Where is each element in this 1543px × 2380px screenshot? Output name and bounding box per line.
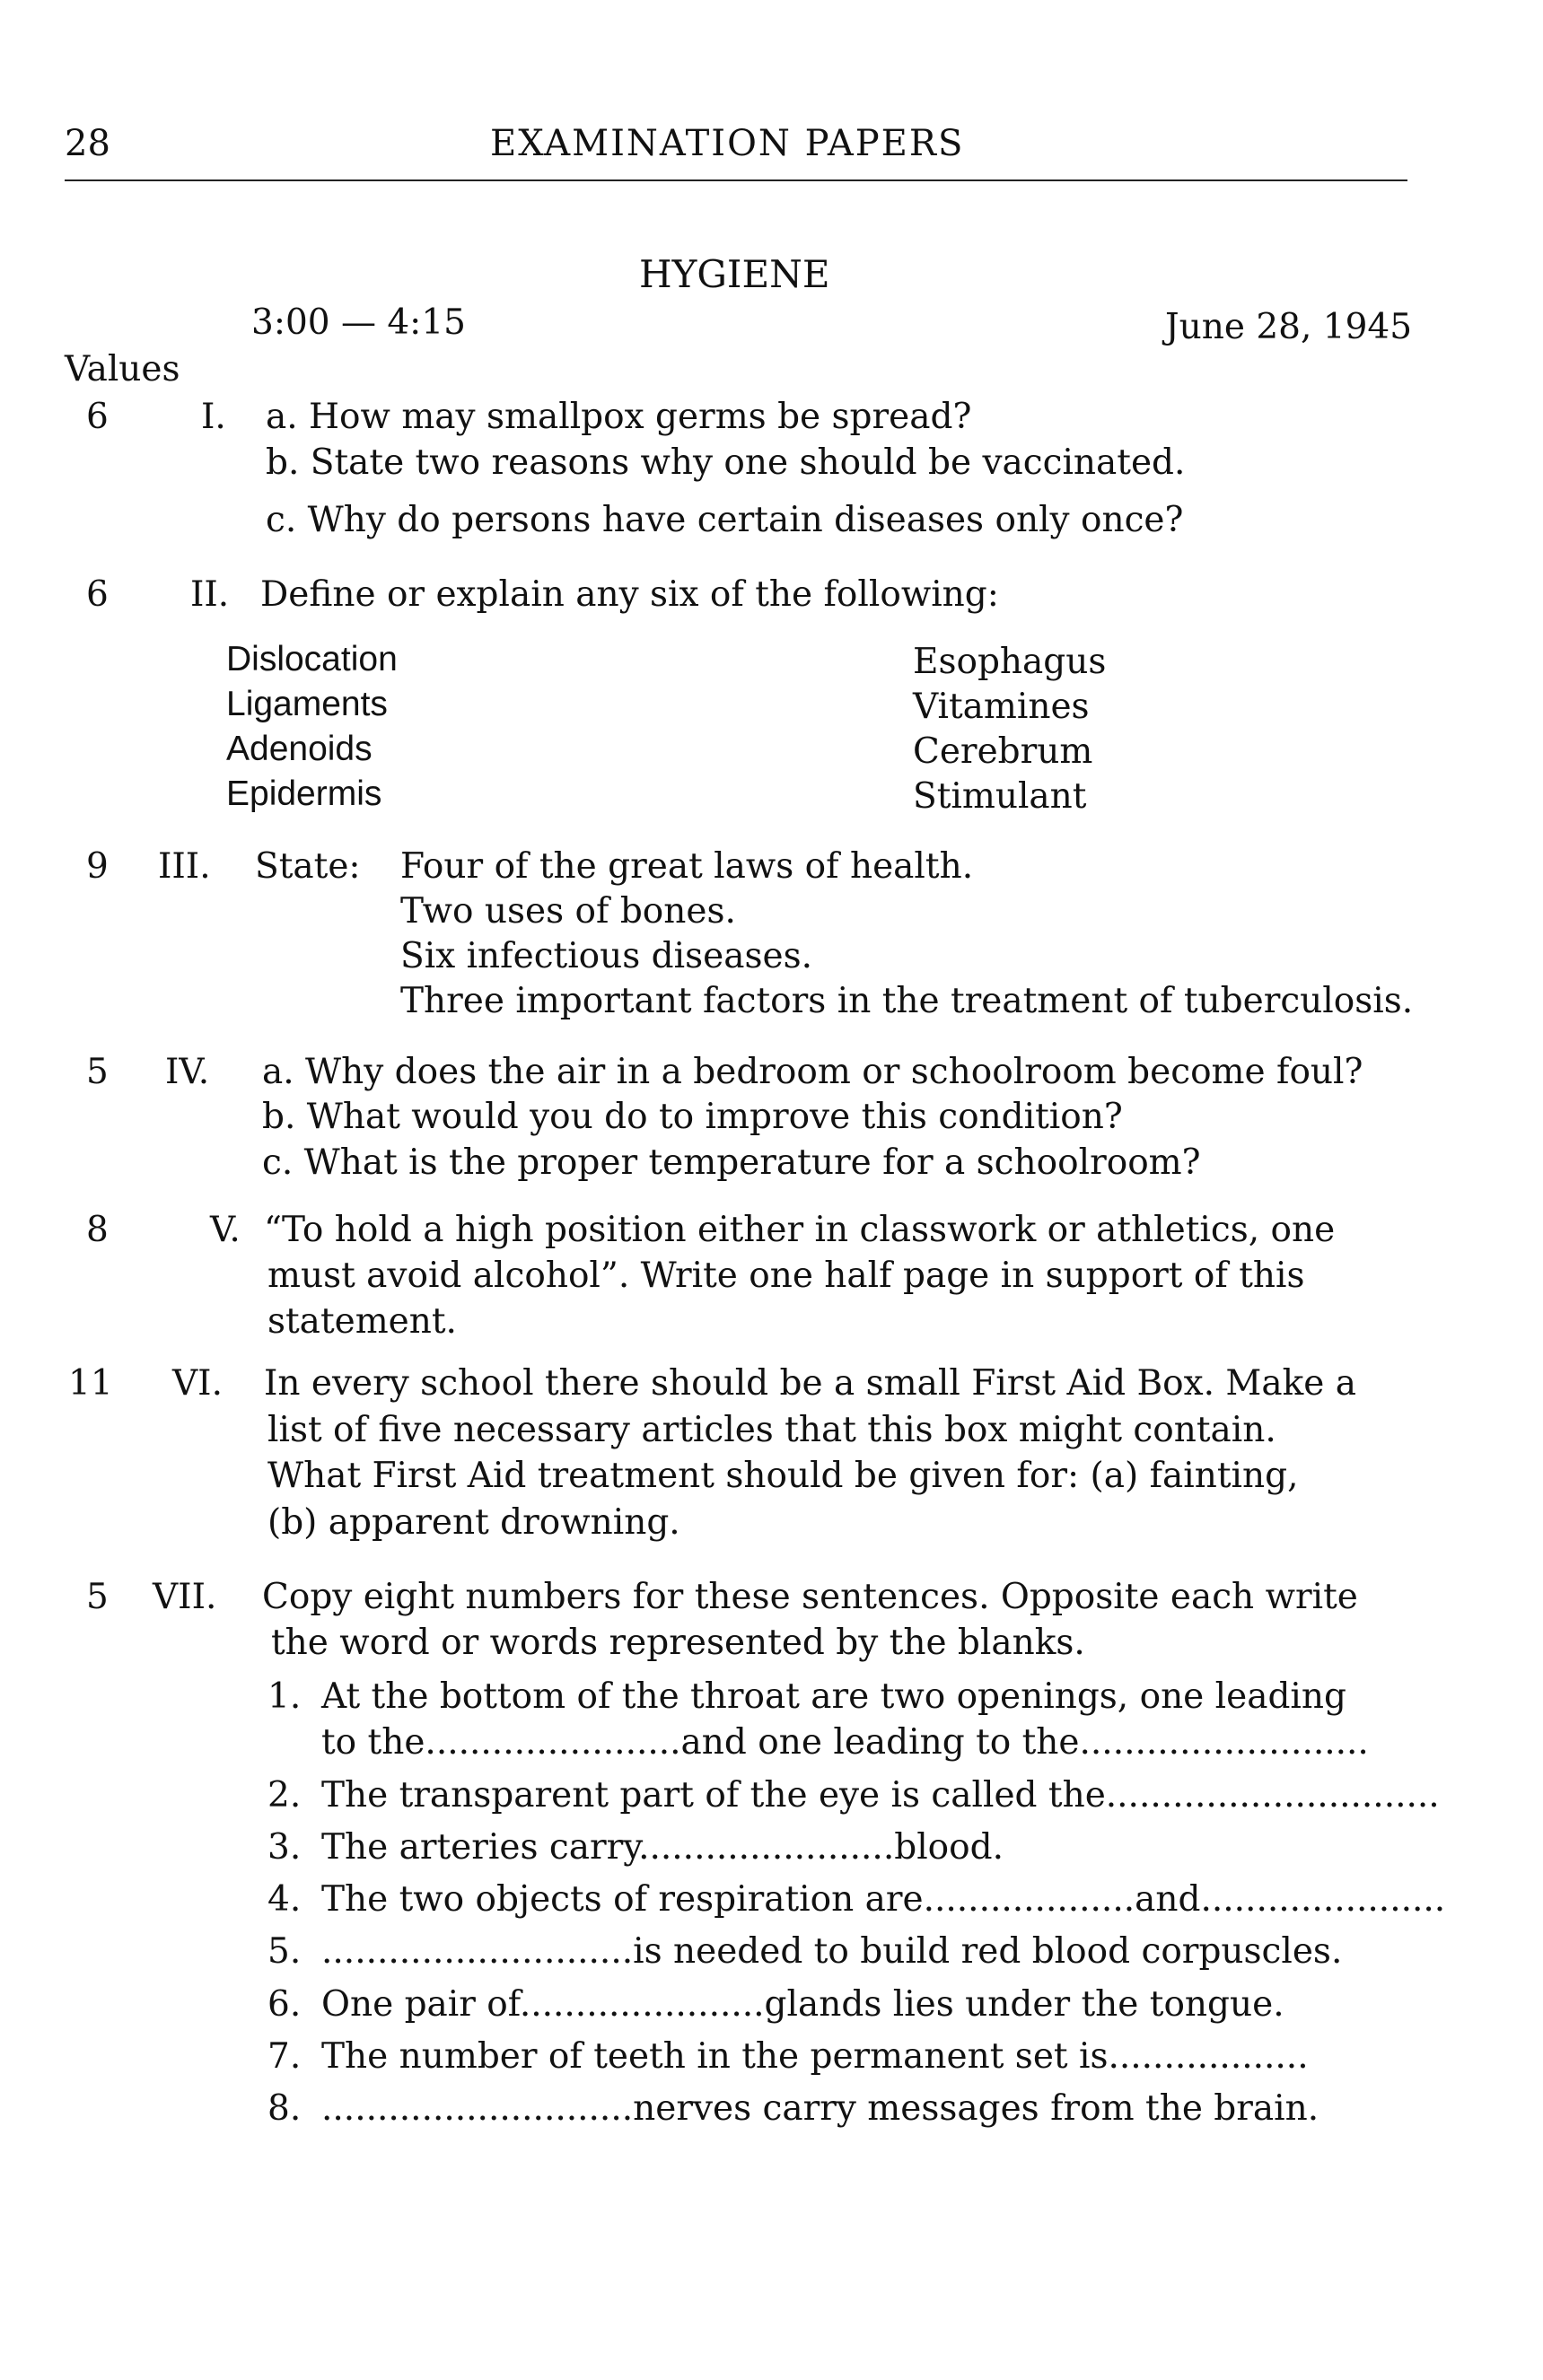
fill-blank-item: ............................nerves carry messages from the brain. bbox=[321, 2088, 1319, 2129]
item-number: 3. bbox=[267, 1827, 302, 1868]
question-part-a: a. How may smallpox germs be spread? bbox=[266, 397, 972, 437]
values-label: Values bbox=[65, 349, 180, 389]
term-list-item: Vitamines bbox=[913, 687, 1090, 727]
question-part-b: b. State two reasons why one should be vaccinated. bbox=[266, 442, 1186, 483]
question-part-c: c. What is the proper temperature for a schoolroom? bbox=[262, 1142, 1201, 1183]
question-line: In every school there should be a small First Aid Box. Make a bbox=[264, 1363, 1356, 1404]
question-line: must avoid alcohol”. Write one half page in support of this bbox=[267, 1256, 1305, 1296]
question-line: (b) apparent drowning. bbox=[267, 1502, 680, 1543]
item-number: 7. bbox=[267, 2036, 302, 2077]
list-item: Two uses of bones. bbox=[400, 891, 736, 932]
question-part-a: a. Why does the air in a bedroom or schoolroom become foul? bbox=[262, 1052, 1363, 1092]
question-number: V. bbox=[210, 1210, 241, 1250]
question-value: 9 bbox=[86, 846, 109, 887]
question-line: the word or words represented by the blanks. bbox=[271, 1623, 1085, 1663]
term-list-item: Dislocation bbox=[226, 640, 398, 678]
fill-blank-item: The transparent part of the eye is called the.............................. bbox=[321, 1775, 1440, 1816]
item-number: 5. bbox=[267, 1931, 302, 1972]
question-line: Copy eight numbers for these sentences. Opposite each write bbox=[262, 1577, 1358, 1617]
exam-date: June 28, 1945 bbox=[1165, 307, 1413, 347]
question-number: VII. bbox=[153, 1577, 217, 1617]
question-lead: State: bbox=[255, 846, 361, 887]
question-text: Define or explain any six of the following: bbox=[260, 574, 999, 615]
list-item: Three important factors in the treatment of tuberculosis. bbox=[400, 981, 1414, 1021]
fill-blank-item: The number of teeth in the permanent set is.................. bbox=[321, 2036, 1309, 2077]
question-line: “To hold a high position either in classwork or athletics, one bbox=[264, 1210, 1336, 1250]
header-rule bbox=[65, 179, 1407, 181]
item-number: 6. bbox=[267, 1984, 302, 2025]
term-list-item: Ligaments bbox=[226, 685, 388, 723]
item-number: 8. bbox=[267, 2088, 302, 2129]
question-value: 11 bbox=[68, 1363, 113, 1404]
question-value: 8 bbox=[86, 1210, 109, 1250]
question-line: What First Aid treatment should be given for: (a) fainting, bbox=[267, 1456, 1299, 1496]
item-number: 1. bbox=[267, 1676, 302, 1717]
question-number: IV. bbox=[165, 1052, 210, 1092]
list-item: Four of the great laws of health. bbox=[400, 846, 974, 887]
fill-blank-item: The arteries carry.......................blood. bbox=[321, 1827, 1004, 1868]
question-value: 6 bbox=[86, 574, 109, 615]
list-item: Six infectious diseases. bbox=[400, 936, 812, 976]
term-list-item: Cerebrum bbox=[913, 731, 1093, 772]
fill-blank-item: The two objects of respiration are...................and...................... bbox=[321, 1879, 1446, 1920]
question-number: II. bbox=[190, 574, 230, 615]
fill-blank-item: One pair of......................glands lies under the tongue. bbox=[321, 1984, 1284, 2025]
item-number: 2. bbox=[267, 1775, 302, 1816]
item-number: 4. bbox=[267, 1879, 302, 1920]
page-number: 28 bbox=[65, 123, 110, 164]
exam-time: 3:00 — 4:15 bbox=[251, 302, 466, 343]
question-number: VI. bbox=[172, 1363, 223, 1404]
term-list-item: Epidermis bbox=[226, 774, 382, 813]
term-list-item: Stimulant bbox=[913, 776, 1087, 817]
question-line: list of five necessary articles that this box might contain. bbox=[267, 1410, 1276, 1450]
question-value: 5 bbox=[86, 1577, 109, 1617]
question-number: I. bbox=[201, 397, 226, 437]
question-value: 5 bbox=[86, 1052, 109, 1092]
fill-blank-item: to the.......................and one leading to the.......................... bbox=[321, 1722, 1369, 1763]
term-list-item: Adenoids bbox=[226, 730, 373, 768]
question-number: III. bbox=[158, 846, 211, 887]
question-part-c: c. Why do persons have certain diseases only once? bbox=[266, 500, 1184, 540]
exam-title: HYGIENE bbox=[639, 252, 830, 296]
running-title: EXAMINATION PAPERS bbox=[490, 123, 965, 164]
question-line: statement. bbox=[267, 1301, 457, 1342]
fill-blank-item: At the bottom of the throat are two openings, one leading bbox=[321, 1676, 1346, 1717]
term-list-item: Esophagus bbox=[913, 642, 1107, 682]
fill-blank-item: ............................is needed to build red blood corpuscles. bbox=[321, 1931, 1343, 1972]
question-value: 6 bbox=[86, 397, 109, 437]
question-part-b: b. What would you do to improve this condition? bbox=[262, 1097, 1123, 1137]
